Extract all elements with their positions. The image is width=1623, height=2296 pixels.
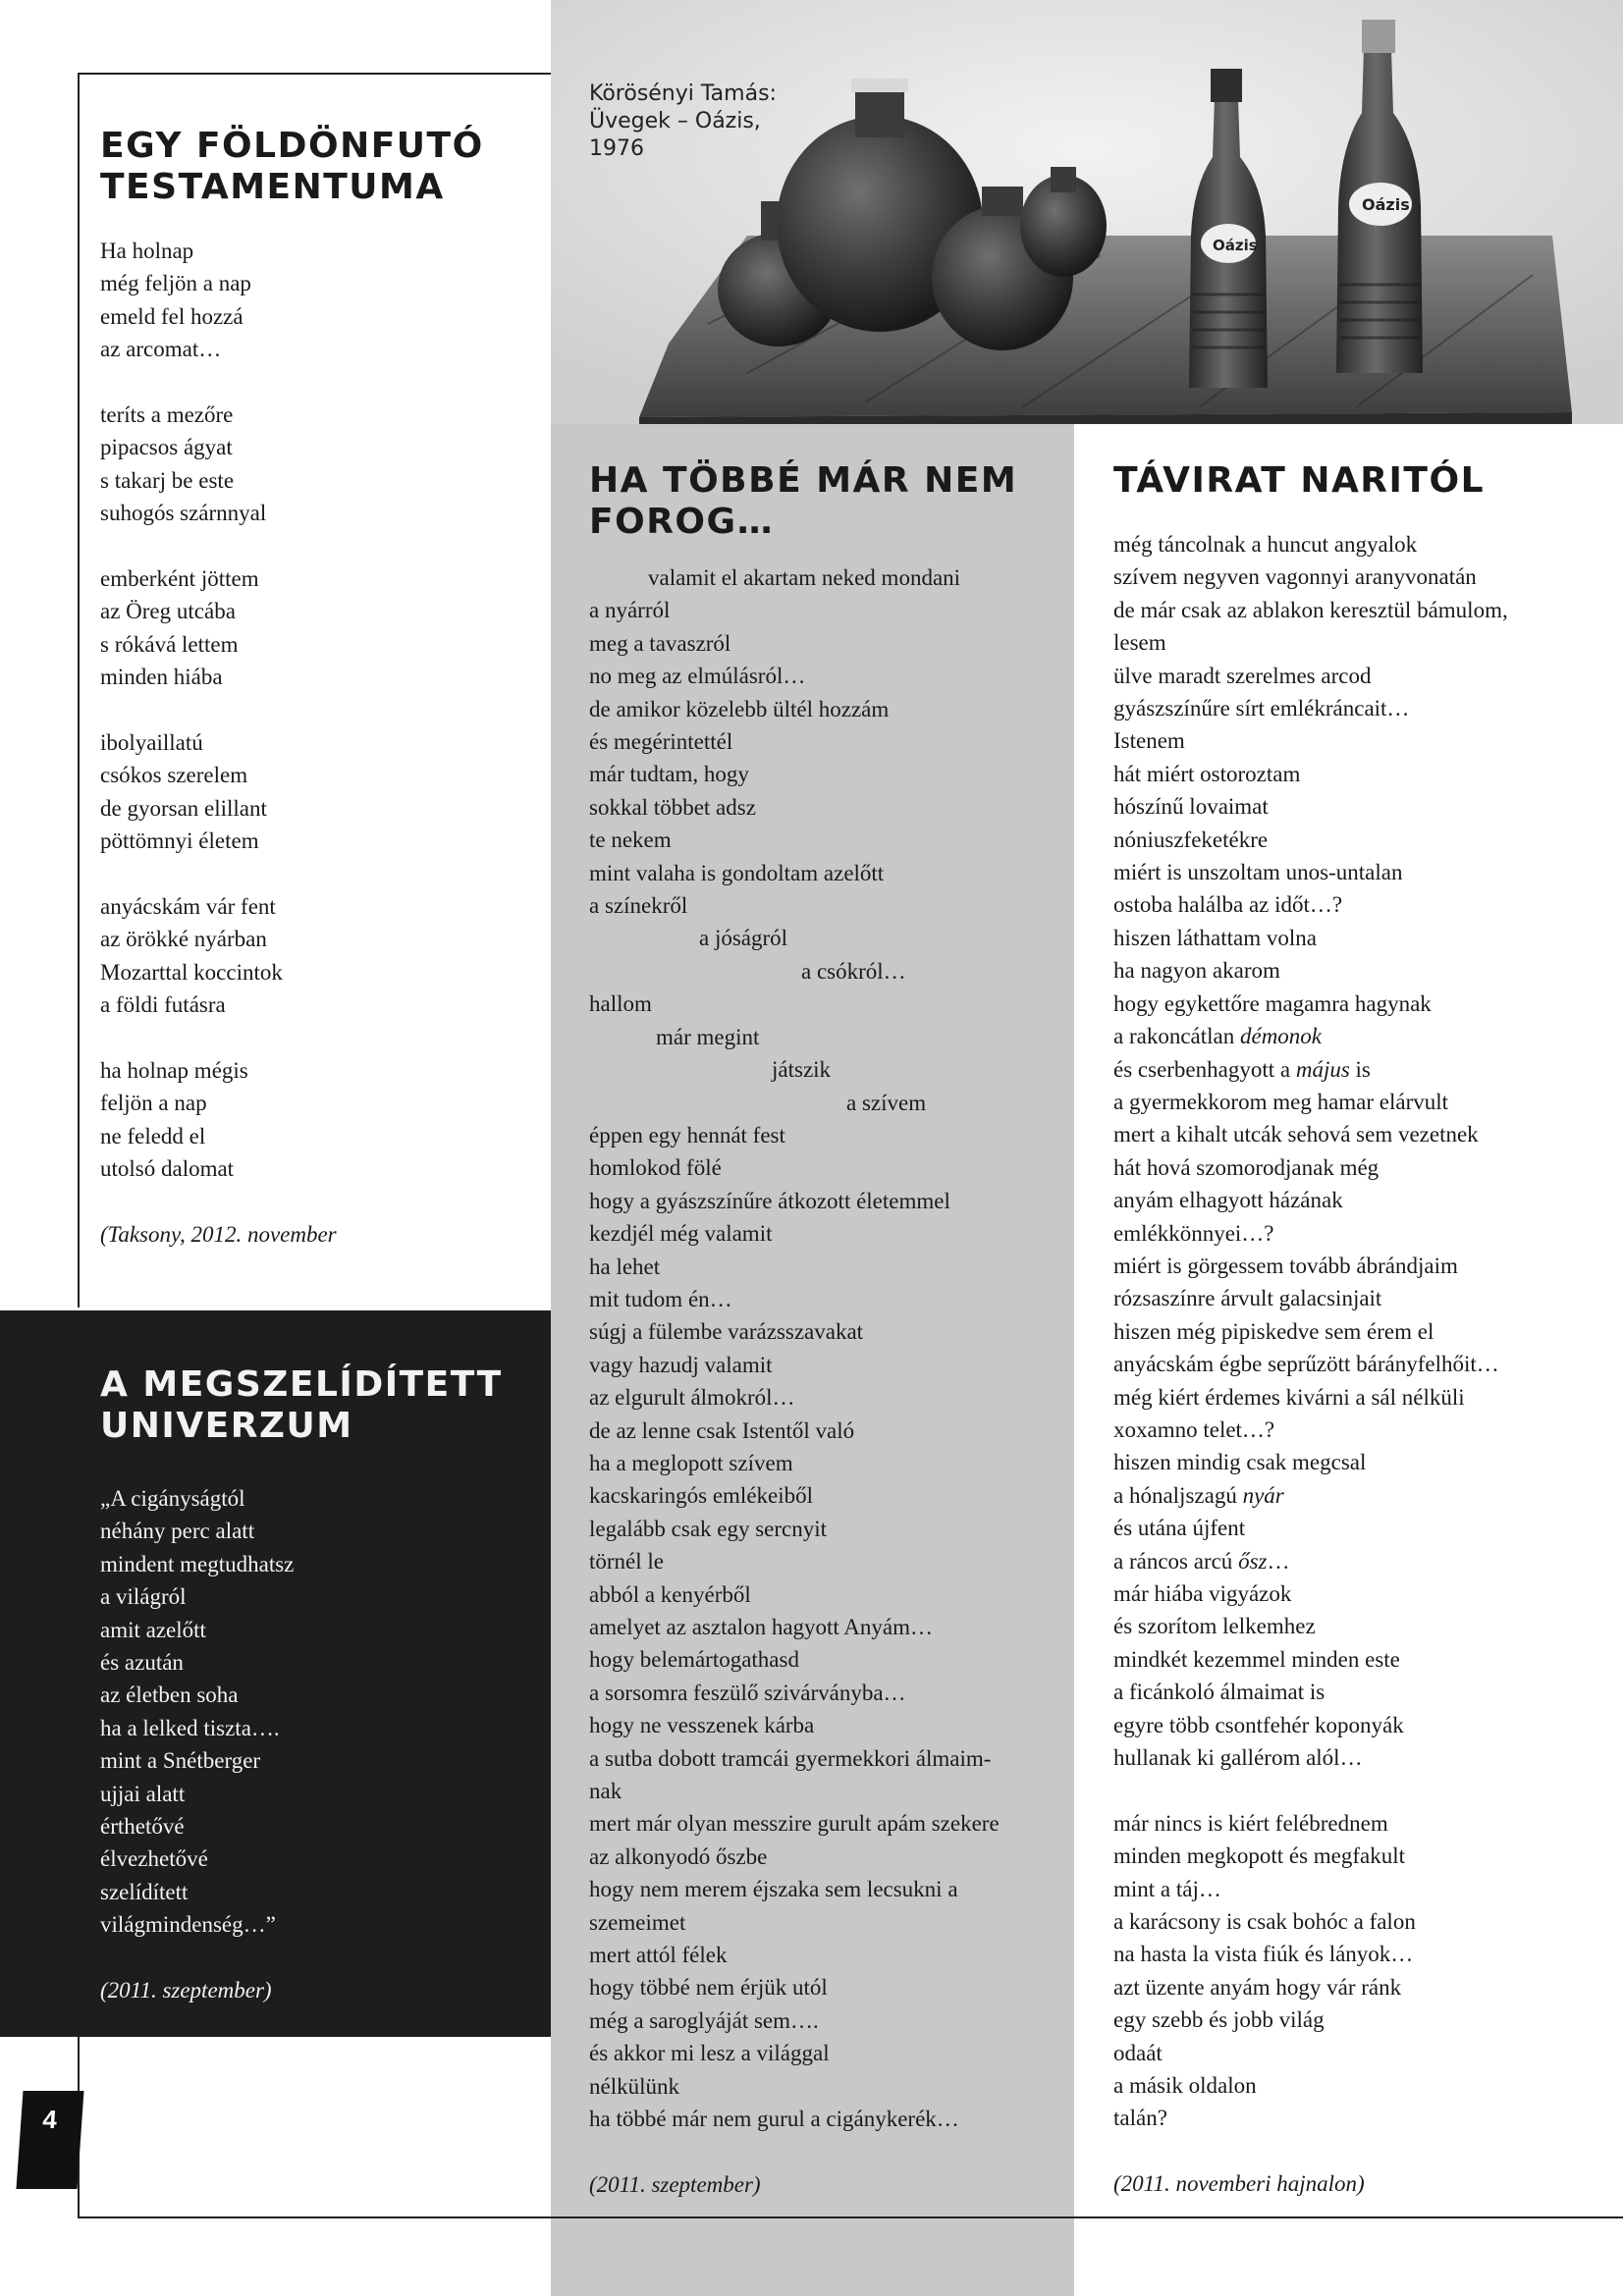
poem-line: anyácskám égbe seprűzött bárányfelhőit… <box>1113 1352 1499 1377</box>
poem-line: a világról <box>100 1584 187 1610</box>
poem-date: (2011. szeptember) <box>589 2171 761 2197</box>
photo-caption <box>589 80 825 163</box>
stanza-gap <box>1113 2135 1508 2167</box>
poem-line: mint valaha is gondoltam azelőtt <box>589 860 885 885</box>
poem-line: azt üzente anyám hogy vár ránk <box>1113 1974 1402 2000</box>
poem-line: még kiért érdemes kivárni a sál nélküli <box>1113 1384 1465 1410</box>
poem4-title-line: TÁVIRAT NARITÓL <box>1113 460 1486 501</box>
stanza-gap <box>100 858 337 890</box>
poem2-title <box>100 1364 503 1447</box>
frame-top-rule <box>78 73 551 75</box>
italic-word: démonok <box>1239 1024 1323 1049</box>
poem-line: valamit el akartam neked mondani <box>648 565 961 590</box>
poem-line: a földi futásra <box>100 992 226 1018</box>
poem2-title-line: UNIVERZUM <box>100 1406 353 1446</box>
poem-line: játszik <box>772 1057 832 1083</box>
poem-line: a másik oldalon <box>1113 2073 1257 2099</box>
poem-line: ha a lelked tiszta…. <box>100 1715 280 1740</box>
poem-line: ha a meglopott szívem <box>589 1450 793 1475</box>
poem1-title <box>100 126 484 208</box>
poem-line: na hasta la vista fiúk és lányok… <box>1113 1942 1414 1967</box>
poem-line: anyácskám vár fent <box>100 894 276 920</box>
bottle-label-left: Oázis <box>1213 237 1258 254</box>
poem-line: nélkülünk <box>589 2073 679 2099</box>
poem-line: ülve maradt szerelmes arcod <box>1113 663 1372 688</box>
poem-date: (Taksony, 2012. november <box>100 1222 337 1248</box>
poem-line: hogy a gyászszínűre átkozott életemmel <box>589 1188 950 1213</box>
poem1-title-line: EGY FÖLDÖNFUTÓ <box>100 126 484 166</box>
poem-line: gyászszínűre sírt emlékráncait… <box>1113 696 1410 721</box>
poem-line: hiszen még pipiskedve sem érem el <box>1113 1318 1434 1344</box>
stanza-gap <box>100 1942 294 1974</box>
poem-line: nak <box>589 1779 622 1804</box>
poem-line: meg a tavaszról <box>589 630 731 656</box>
poem-line: pöttömnyi életem <box>100 828 259 854</box>
stanza-gap <box>100 1186 337 1218</box>
poem-line: xoxamno telet…? <box>1113 1416 1275 1442</box>
poem-line: az elgurult álmokról… <box>589 1385 795 1411</box>
poem-line: hogy nem merem éjszaka sem lecsukni a <box>589 1877 958 1902</box>
poem-line: emberként jöttem <box>100 566 259 592</box>
poem-line: a gyermekkorom meg hamar elárvult <box>1113 1089 1449 1114</box>
poem-line: és akkor mi lesz a világgal <box>589 2041 830 2066</box>
poem-line: utolsó dalomat <box>100 1156 235 1182</box>
poem-line: a rakoncátlan démonok <box>1113 1024 1323 1049</box>
poem2-body <box>100 1482 294 2006</box>
poem-line: szemeimet <box>589 1909 686 1935</box>
poem-line: de az lenne csak Istentől való <box>589 1417 855 1443</box>
poem2-title-line: A MEGSZELÍDÍTETT <box>100 1364 503 1405</box>
poem-line: mit tudom én… <box>589 1286 732 1311</box>
poem-line: mindkét kezemmel minden este <box>1113 1646 1400 1672</box>
poem-line: néhány perc alatt <box>100 1519 255 1544</box>
poem-line: „A cigányságtól <box>100 1486 245 1511</box>
poem-line: de gyorsan elillant <box>100 795 267 821</box>
poem-line: talán? <box>1113 2106 1167 2131</box>
poem-line: mint a táj… <box>1113 1876 1221 1901</box>
poem-line: s takarj be este <box>100 467 235 493</box>
frame-bottom-rule <box>78 2216 1623 2218</box>
poem-line: a hónaljszagú nyár <box>1113 1482 1284 1508</box>
poem-line: hogy ne vesszenek kárba <box>589 1713 815 1738</box>
poem-line: súgj a fülembe varázsszavakat <box>589 1319 864 1345</box>
poem-line: miért is görgessem tovább ábrándjaim <box>1113 1253 1458 1278</box>
poem-line: szelídített <box>100 1879 189 1904</box>
poem-line: ibolyaillatú <box>100 730 203 756</box>
poem-line: egy szebb és jobb világ <box>1113 2007 1325 2033</box>
poem-line: amelyet az asztalon hagyott Anyám… <box>589 1615 933 1639</box>
poem-line: de amikor közelebb ültél hozzám <box>589 696 890 721</box>
poem-line: a csókról… <box>801 958 906 984</box>
poem-line: és utána újfent <box>1113 1516 1246 1541</box>
poem4-title <box>1113 460 1485 502</box>
poem-line: érthetővé <box>100 1814 185 1840</box>
poem-line: világmindenség…” <box>100 1912 276 1938</box>
italic-word: nyár <box>1242 1482 1284 1508</box>
poem-line: az életben soha <box>100 1682 239 1708</box>
poem-line: hullanak ki gallérom alól… <box>1113 1745 1363 1771</box>
poem-line: emlékkönnyei…? <box>1113 1220 1274 1246</box>
frame-left-rule <box>78 73 80 1308</box>
poem-line: vagy hazudj valamit <box>589 1352 773 1377</box>
poem-line: a színekről <box>589 893 688 919</box>
poem-line: a ráncos arcú ősz… <box>1113 1548 1290 1574</box>
poem-line: ha holnap mégis <box>100 1058 248 1084</box>
poem-line: és azután <box>100 1650 184 1676</box>
poem-line: odaát <box>1113 2040 1163 2065</box>
poem-line: Mozarttal koccintok <box>100 959 283 985</box>
poem-line: ostoba halálba az időt…? <box>1113 892 1343 918</box>
poem-line: feljön a nap <box>100 1091 207 1116</box>
poem-line: élvezhetővé <box>100 1846 208 1872</box>
poem-date: (2011. novemberi hajnalon) <box>1113 2171 1365 2197</box>
poem-line: Ha holnap <box>100 239 194 263</box>
poem-line: mert attól félek <box>589 1943 728 1968</box>
stanza-gap <box>1113 1774 1508 1806</box>
poem-line: hószínű lovaimat <box>1113 794 1269 820</box>
poem-line: törnél le <box>589 1549 664 1575</box>
poem-line: pipacsos ágyat <box>100 435 233 460</box>
poem-line: te nekem <box>589 828 672 853</box>
poem-line: a ficánkoló álmaimat is <box>1113 1680 1325 1705</box>
italic-word: ősz <box>1238 1548 1268 1574</box>
stanza-gap <box>589 2136 1000 2168</box>
poem-line: már hiába vigyázok <box>1113 1581 1292 1606</box>
bottle-label-right: Oázis <box>1362 195 1410 214</box>
poem-line: hiszen mindig csak megcsal <box>1113 1450 1367 1475</box>
poem-line: a karácsony is csak bohóc a falon <box>1113 1909 1416 1935</box>
stanza-gap <box>100 1022 337 1054</box>
stanza-gap <box>100 366 337 399</box>
poem-line: abból a kenyérből <box>589 1581 751 1607</box>
stanza-gap <box>100 530 337 562</box>
stanza-gap <box>100 694 337 726</box>
poem-date: (2011. szeptember) <box>100 1978 272 2003</box>
poem3-body <box>589 561 1000 2201</box>
poem-line: a sutba dobott tramcái gyermekkori álmaim- <box>589 1745 992 1771</box>
poem-line: miért is unszoltam unos-untalan <box>1113 860 1403 885</box>
poem-line: minden hiába <box>100 665 223 690</box>
poem-line: és cserbenhagyott a május is <box>1113 1056 1371 1082</box>
caption-line: Körösényi Tamás: <box>589 81 777 106</box>
poem-line: ha lehet <box>589 1254 661 1279</box>
poem-line: suhogós szárnnyal <box>100 501 267 526</box>
poem-line: emeld fel hozzá <box>100 303 243 329</box>
poem1-title-line: TESTAMENTUMA <box>100 167 445 207</box>
poem-line: minden megkopott és megfakult <box>1113 1843 1406 1869</box>
page-number-tab <box>17 2091 84 2189</box>
poem4-body <box>1113 528 1508 2201</box>
poem-line: Istenem <box>1113 728 1185 754</box>
poem-line: hogy belemártogathasd <box>589 1647 799 1673</box>
poem-line: ujjai alatt <box>100 1781 186 1806</box>
poem3-title <box>589 460 1017 543</box>
poem-line: mindent megtudhatsz <box>100 1551 295 1576</box>
poem-line: ha többé már nem gurul a cigánykerék… <box>589 2107 959 2132</box>
poem-line: hallom <box>589 991 652 1017</box>
poem-line: és szorítom lelkemhez <box>1113 1614 1316 1639</box>
page-number: 4 <box>41 2105 58 2134</box>
poem-line: még a saroglyáját sem…. <box>589 2007 819 2033</box>
poem-line: még feljön a nap <box>100 271 251 296</box>
poem-line: hogy egykettőre magamra hagynak <box>1113 990 1432 1016</box>
poem-line: homlokod fölé <box>589 1155 722 1181</box>
poem-line: és megérintettél <box>589 729 733 755</box>
poem-line: hogy többé nem érjük utól <box>589 1975 828 2001</box>
poem-line: de már csak az ablakon keresztül bámulom, <box>1113 597 1508 622</box>
poem1-body <box>100 235 337 1252</box>
poem-line: az örökké nyárban <box>100 927 267 952</box>
poem-line: rózsaszínre árvult galacsinjait <box>1113 1286 1382 1311</box>
poem-line: már megint <box>656 1024 760 1049</box>
poem-line: mert már olyan messzire gurult apám szekere <box>589 1811 1000 1837</box>
poem-line: az arcomat… <box>100 337 222 362</box>
poem-line: az Öreg utcába <box>100 599 236 624</box>
caption-line: Üvegek – Oázis, <box>589 109 761 133</box>
poem-line: egyre több csontfehér koponyák <box>1113 1712 1404 1737</box>
poem-line: anyám elhagyott házának <box>1113 1188 1343 1213</box>
poem3-title-line: HA TÖBBÉ MÁR NEM <box>589 460 1018 501</box>
poem-line: mint a Snétberger <box>100 1748 261 1774</box>
poem-line: az alkonyodó őszbe <box>589 1843 768 1869</box>
poem-line: hát hová szomorodjanak még <box>1113 1154 1380 1180</box>
poem-line: sokkal többet adsz <box>589 794 756 820</box>
poem-line: csókos szerelem <box>100 763 248 788</box>
poem-line: ne feledd el <box>100 1123 206 1148</box>
poem-line: szívem negyven vagonnyi aranyvonatán <box>1113 564 1477 590</box>
poem-line: éppen egy hennát fest <box>589 1122 785 1148</box>
poem-line: a jóságról <box>699 926 788 951</box>
poem-line: no meg az elmúlásról… <box>589 664 806 689</box>
caption-line: 1976 <box>589 136 644 161</box>
poem-line: legalább csak egy sercnyit <box>589 1516 828 1541</box>
poem3-title-line: FOROG… <box>589 502 775 542</box>
poem-line: teríts a mezőre <box>100 402 234 428</box>
poem-line: még táncolnak a huncut angyalok <box>1113 532 1418 557</box>
poem-line: a sorsomra feszülő szivárványba… <box>589 1680 906 1705</box>
poem-line: mert a kihalt utcák sehová sem vezetnek <box>1113 1122 1479 1148</box>
poem-line: már nincs is kiért felébrednem <box>1113 1810 1388 1836</box>
poem-line: a nyárról <box>589 598 671 623</box>
poem-line: ha nagyon akarom <box>1113 958 1280 984</box>
italic-word: május <box>1295 1056 1350 1082</box>
poem-line: lesem <box>1113 630 1166 656</box>
poem-line: már tudtam, hogy <box>589 762 749 787</box>
bottles-photograph <box>551 0 1623 424</box>
bottles-illustration <box>551 0 1623 424</box>
poem-line: hát miért ostoroztam <box>1113 761 1301 786</box>
poem-line: nóniuszfeketékre <box>1113 827 1269 852</box>
poem-line: kacskaringós emlékeiből <box>589 1483 814 1509</box>
poem-line: hiszen láthattam volna <box>1113 925 1317 950</box>
poem-line: a szívem <box>846 1090 927 1115</box>
poem-line: amit azelőtt <box>100 1617 206 1642</box>
poem-line: kezdjél még valamit <box>589 1221 773 1247</box>
poem-line: s rókává lettem <box>100 631 239 657</box>
